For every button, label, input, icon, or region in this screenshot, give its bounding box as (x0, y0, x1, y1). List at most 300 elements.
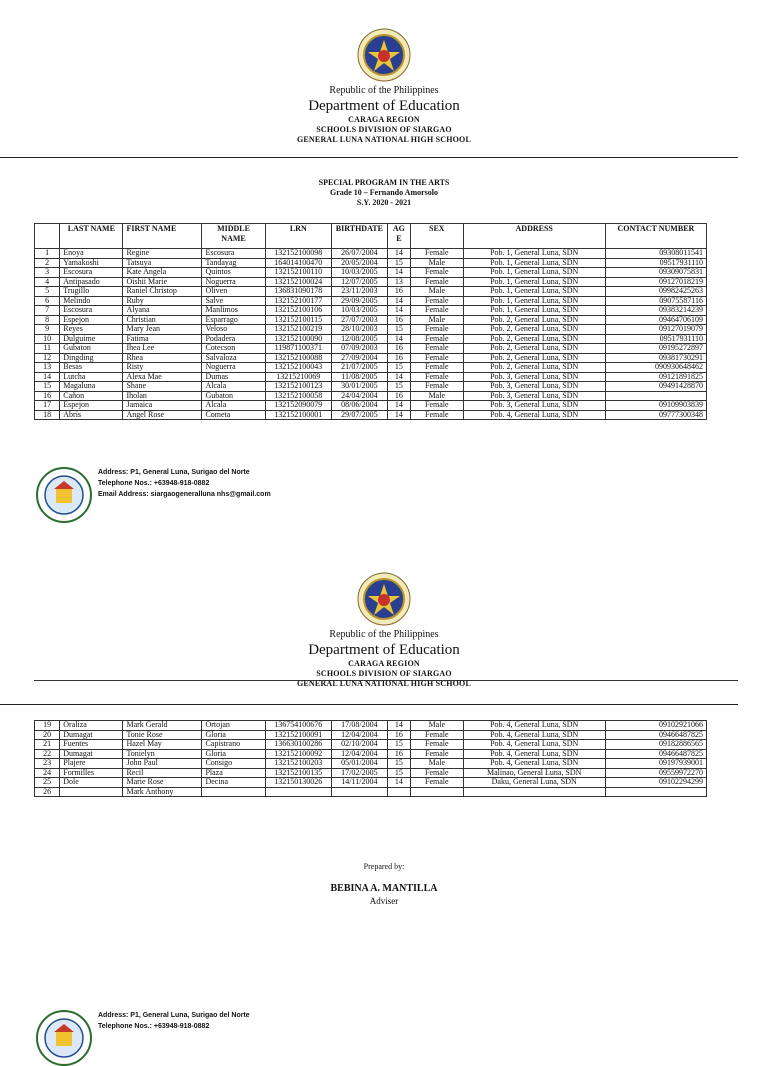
birthdate-cell: 27/07/2003 (331, 315, 387, 325)
contact-number-cell: 09182886565 (605, 740, 706, 750)
birthdate-cell: 14/11/2004 (331, 778, 387, 788)
first-name-cell: Tonie Rose (123, 730, 202, 740)
col-number (35, 224, 60, 249)
first-name-cell: John Paul (123, 759, 202, 769)
row-number-cell: 1 (35, 249, 60, 259)
address-cell: Pob. 1, General Luna, SDN (463, 306, 605, 316)
sex-cell: Female (410, 277, 463, 287)
deped-seal-icon (357, 28, 411, 82)
birthdate-cell: 17/08/2004 (331, 721, 387, 731)
birthdate-cell: 30/01/2005 (331, 382, 387, 392)
last-name-cell: Dole (60, 778, 123, 788)
col-address: ADDRESS (463, 224, 605, 249)
lrn-cell: 13215210069 (265, 372, 331, 382)
middle-name-cell: Plaza (202, 768, 265, 778)
school-logo-icon (36, 467, 92, 523)
table-row (35, 363, 707, 373)
contact-number-cell: 09517931110 (605, 258, 706, 268)
birthdate-cell: 12/04/2004 (331, 730, 387, 740)
last-name-cell: Fuentes (60, 740, 123, 750)
first-name-cell: Oishii Marie (123, 277, 202, 287)
address-cell: Pob. 3, General Luna, SDN (463, 372, 605, 382)
first-name-cell: Rhea (123, 353, 202, 363)
contact-number-cell: 09464706109 (605, 315, 706, 325)
table-row (35, 778, 707, 788)
contact-number-cell: 09197939001 (605, 759, 706, 769)
table-row (35, 372, 707, 382)
last-name-cell: Espejon (60, 401, 123, 411)
sex-cell: Female (410, 410, 463, 420)
sex-cell: Male (410, 287, 463, 297)
middle-name-cell: Veloso (202, 325, 265, 335)
first-name-cell: Fatima (123, 334, 202, 344)
middle-name-cell: Ortojan (202, 721, 265, 731)
address-cell: Pob. 3, General Luna, SDN (463, 391, 605, 401)
age-cell: 16 (387, 315, 410, 325)
contact-number-cell: 09309075831 (605, 268, 706, 278)
lrn-cell: 132152100088 (265, 353, 331, 363)
last-name-cell: Magaluna (60, 382, 123, 392)
first-name-cell: Christian (123, 315, 202, 325)
sex-cell: Female (410, 344, 463, 354)
age-cell: 16 (387, 749, 410, 759)
lrn-cell: 132152100123 (265, 382, 331, 392)
table-row (35, 391, 707, 401)
contact-number-cell: 09102294299 (605, 778, 706, 788)
address-cell: Pob. 4, General Luna, SDN (463, 721, 605, 731)
row-number-cell: 15 (35, 382, 60, 392)
lrn-cell: 119871100371 (265, 344, 331, 354)
table-row (35, 325, 707, 335)
contact-number-cell: 09982425263 (605, 287, 706, 297)
birthdate-cell: 12/08/2005 (331, 334, 387, 344)
col-first-name: FIRST NAME (123, 224, 202, 249)
contact-number-cell: 09127018219 (605, 277, 706, 287)
lrn-cell: 132152100043 (265, 363, 331, 373)
student-roster-table (34, 720, 707, 797)
age-cell: 16 (387, 353, 410, 363)
table-row (35, 287, 707, 297)
birthdate-cell: 20/05/2004 (331, 258, 387, 268)
first-name-cell: Risty (123, 363, 202, 373)
middle-name-cell: Salvaloza (202, 353, 265, 363)
last-name-cell: Yamakoshi (60, 258, 123, 268)
table-row (35, 249, 707, 259)
middle-name-cell: Oliven (202, 287, 265, 297)
contact-number-cell: 09102921066 (605, 721, 706, 731)
last-name-cell: Lutcha (60, 372, 123, 382)
contact-number-cell: 09383214239 (605, 306, 706, 316)
footer-address: Address: P1, General Luna, Surigao del Norte (98, 469, 250, 476)
table-header-row (35, 224, 707, 249)
first-name-cell: Alyana (123, 306, 202, 316)
first-name-cell: Regine (123, 249, 202, 259)
row-number-cell: 6 (35, 296, 60, 306)
birthdate-cell: 12/04/2004 (331, 749, 387, 759)
last-name-cell: Abris (60, 410, 123, 420)
address-cell: Pob. 2, General Luna, SDN (463, 363, 605, 373)
age-cell: 14 (387, 372, 410, 382)
address-cell: Pob. 4, General Luna, SDN (463, 410, 605, 420)
last-name-cell: Dumagat (60, 730, 123, 740)
row-number-cell: 17 (35, 401, 60, 411)
middle-name-cell: Cometa (202, 410, 265, 420)
age-cell: 14 (387, 306, 410, 316)
division-text: SCHOOLS DIVISION OF SIARGAO (316, 125, 452, 134)
address-cell: Pob. 3, General Luna, SDN (463, 401, 605, 411)
last-name-cell: Trugillo (60, 287, 123, 297)
table-row (35, 277, 707, 287)
middle-name-cell: Alcala (202, 401, 265, 411)
middle-name-cell: Decina (202, 778, 265, 788)
first-name-cell: Ihea Lee (123, 344, 202, 354)
address-cell: Pob. 2, General Luna, SDN (463, 353, 605, 363)
col-sex: SEX (410, 224, 463, 249)
col-birthdate: BIRTHDATE (331, 224, 387, 249)
table-row (35, 401, 707, 411)
birthdate-cell: 07/09/2003 (331, 344, 387, 354)
first-name-cell: Hazel May (123, 740, 202, 750)
age-cell: 14 (387, 296, 410, 306)
lrn-cell: 132152100090 (265, 334, 331, 344)
lrn-cell: 132150130026 (265, 778, 331, 788)
address-cell: Pob. 3, General Luna, SDN (463, 382, 605, 392)
middle-name-cell (202, 787, 265, 797)
age-cell: 15 (387, 258, 410, 268)
age-cell: 16 (387, 391, 410, 401)
footer-email: Email Address: siargaogeneralluna nhs@gmail.com (98, 491, 271, 498)
sex-cell: Male (410, 391, 463, 401)
first-name-cell: Marie Rose (123, 778, 202, 788)
lrn-cell: 132152100058 (265, 391, 331, 401)
table-row (35, 721, 707, 731)
middle-name-cell: Capistrano (202, 740, 265, 750)
school-text: GENERAL LUNA NATIONAL HIGH SCHOOL (296, 135, 472, 144)
address-cell: Daku, General Luna, SDN (463, 778, 605, 788)
age-cell: 14 (387, 268, 410, 278)
header-divider (0, 157, 738, 158)
table-row (35, 749, 707, 759)
col-age: AGE (387, 224, 410, 249)
middle-name-cell: Esparrago (202, 315, 265, 325)
age-cell: 16 (387, 730, 410, 740)
contact-number-cell: 09121891825 (605, 372, 706, 382)
middle-name-cell: Tandayag (202, 258, 265, 268)
row-number-cell: 8 (35, 315, 60, 325)
sex-cell: Male (410, 759, 463, 769)
age-cell: 14 (387, 410, 410, 420)
age-cell: 15 (387, 759, 410, 769)
footer-telephone: Telephone Nos.: +63948-918-0882 (98, 1023, 210, 1030)
address-cell: Pob. 1, General Luna, SDN (463, 268, 605, 278)
row-number-cell: 10 (35, 334, 60, 344)
row-number-cell: 21 (35, 740, 60, 750)
table-row (35, 382, 707, 392)
row-number-cell: 13 (35, 363, 60, 373)
last-name-cell: Dulguime (60, 334, 123, 344)
last-name-cell: Melindo (60, 296, 123, 306)
sex-cell: Female (410, 249, 463, 259)
contact-number-cell: 09127019079 (605, 325, 706, 335)
birthdate-cell: 05/01/2004 (331, 759, 387, 769)
birthdate-cell: 27/09/2004 (331, 353, 387, 363)
sex-cell: Female (410, 382, 463, 392)
school-logo-icon (36, 1010, 92, 1066)
row-number-cell: 14 (35, 372, 60, 382)
footer-contact-lines (98, 467, 271, 500)
lrn-cell: 132152090079 (265, 401, 331, 411)
age-cell (387, 787, 410, 797)
republic-text: Republic of the Philippines (329, 85, 439, 96)
sex-cell (410, 787, 463, 797)
age-cell: 15 (387, 768, 410, 778)
address-cell: Pob. 1, General Luna, SDN (463, 287, 605, 297)
last-name-cell: Dingding (60, 353, 123, 363)
last-name-cell: Formilles (60, 768, 123, 778)
contact-number-cell: 09075587116 (605, 296, 706, 306)
col-last-name: LAST NAME (60, 224, 123, 249)
last-name-cell: Escosura (60, 268, 123, 278)
age-cell: 16 (387, 287, 410, 297)
row-number-cell: 24 (35, 768, 60, 778)
middle-name-cell: Escosura (202, 249, 265, 259)
footer-telephone: Telephone Nos.: +63948-918-0882 (98, 480, 210, 487)
age-cell: 15 (387, 363, 410, 373)
school-text: GENERAL LUNA NATIONAL HIGH SCHOOL (296, 679, 472, 688)
contact-number-cell: 09109903839 (605, 401, 706, 411)
age-cell: 13 (387, 277, 410, 287)
age-cell: 15 (387, 325, 410, 335)
table-row (35, 353, 707, 363)
birthdate-cell: 12/07/2005 (331, 277, 387, 287)
row-number-cell: 12 (35, 353, 60, 363)
birthdate-cell: 17/02/2005 (331, 768, 387, 778)
lrn-cell: 136754100676 (265, 721, 331, 731)
sex-cell: Female (410, 749, 463, 759)
birthdate-cell: 29/07/2005 (331, 410, 387, 420)
table-row (35, 315, 707, 325)
sex-cell: Female (410, 740, 463, 750)
sex-cell: Female (410, 353, 463, 363)
last-name-cell: Oraliza (60, 721, 123, 731)
contact-number-cell (605, 391, 706, 401)
contact-number-cell: 09466487825 (605, 730, 706, 740)
row-number-cell: 11 (35, 344, 60, 354)
address-cell: Pob. 4, General Luna, SDN (463, 759, 605, 769)
contact-number-cell: 09466487825 (605, 749, 706, 759)
lrn-cell: 132152100092 (265, 749, 331, 759)
row-number-cell: 22 (35, 749, 60, 759)
row-number-cell: 2 (35, 258, 60, 268)
first-name-cell: Mary Jean (123, 325, 202, 335)
row-number-cell: 20 (35, 730, 60, 740)
col-lrn: LRN (265, 224, 331, 249)
student-roster-table (34, 223, 707, 420)
sex-cell: Female (410, 401, 463, 411)
lrn-cell: 132152100098 (265, 249, 331, 259)
first-name-cell: Alexa Mae (123, 372, 202, 382)
address-cell: Pob. 4, General Luna, SDN (463, 749, 605, 759)
sex-cell: Female (410, 363, 463, 373)
lrn-cell: 132152100177 (265, 296, 331, 306)
last-name-cell: Plajere (60, 759, 123, 769)
lrn-cell: 132152100219 (265, 325, 331, 335)
first-name-cell: Tonielyn (123, 749, 202, 759)
first-name-cell: Jamaica (123, 401, 202, 411)
middle-name-cell: Alcala (202, 382, 265, 392)
address-cell: Pob. 4, General Luna, SDN (463, 740, 605, 750)
adviser-name: BEBINA A. MANTILLA (330, 883, 438, 894)
lrn-cell: 132152100110 (265, 268, 331, 278)
address-cell: Pob. 2, General Luna, SDN (463, 325, 605, 335)
age-cell: 14 (387, 778, 410, 788)
lrn-cell: 136831090178 (265, 287, 331, 297)
division-text: SCHOOLS DIVISION OF SIARGAO (316, 669, 452, 678)
contact-number-cell: 09777300348 (605, 410, 706, 420)
middle-name-cell: Dumas (202, 372, 265, 382)
sex-cell: Female (410, 768, 463, 778)
first-name-cell: Shane (123, 382, 202, 392)
middle-name-cell: Podadera (202, 334, 265, 344)
lrn-cell: 164014100470 (265, 258, 331, 268)
lrn-cell (265, 787, 331, 797)
birthdate-cell: 10/03/2005 (331, 306, 387, 316)
contact-number-cell: 09517931110 (605, 334, 706, 344)
table-row (35, 410, 707, 420)
address-cell: Pob. 2, General Luna, SDN (463, 334, 605, 344)
last-name-cell: Espejon (60, 315, 123, 325)
table-row (35, 344, 707, 354)
address-cell (463, 787, 605, 797)
col-contact: CONTACT NUMBER (605, 224, 706, 249)
program-title: SPECIAL PROGRAM IN THE ARTS (318, 178, 450, 187)
row-number-cell: 19 (35, 721, 60, 731)
age-cell: 15 (387, 382, 410, 392)
region-text: CARAGA REGION (348, 115, 420, 124)
first-name-cell: Tatsuya (123, 258, 202, 268)
adviser-role: Adviser (369, 896, 399, 906)
sex-cell: Female (410, 334, 463, 344)
address-cell: Malinao, General Luna, SDN (463, 768, 605, 778)
first-name-cell: Raniel Christop (123, 287, 202, 297)
row-number-cell: 9 (35, 325, 60, 335)
header-divider (34, 680, 738, 681)
address-cell: Pob. 1, General Luna, SDN (463, 258, 605, 268)
last-name-cell: Escosura (60, 306, 123, 316)
program-grade: Grade 10 – Fernando Amorsolo (330, 188, 438, 197)
lrn-cell: 132152100115 (265, 315, 331, 325)
row-number-cell: 5 (35, 287, 60, 297)
lrn-cell: 132152100091 (265, 730, 331, 740)
address-cell: Pob. 2, General Luna, SDN (463, 315, 605, 325)
age-cell: 16 (387, 344, 410, 354)
contact-number-cell: 09195272897 (605, 344, 706, 354)
contact-number-cell: 090930648462 (605, 363, 706, 373)
address-cell: Pob. 1, General Luna, SDN (463, 296, 605, 306)
sex-cell: Male (410, 721, 463, 731)
contact-number-cell: 09381730291 (605, 353, 706, 363)
first-name-cell: Angel Rose (123, 410, 202, 420)
last-name-cell: Cañon (60, 391, 123, 401)
first-name-cell: Iholan (123, 391, 202, 401)
sex-cell: Female (410, 268, 463, 278)
lrn-cell: 136630100286 (265, 740, 331, 750)
row-number-cell: 23 (35, 759, 60, 769)
birthdate-cell (331, 787, 387, 797)
table-row (35, 759, 707, 769)
sex-cell: Female (410, 296, 463, 306)
letterhead (0, 85, 768, 145)
row-number-cell: 18 (35, 410, 60, 420)
address-cell: Pob. 2, General Luna, SDN (463, 344, 605, 354)
sex-cell: Female (410, 325, 463, 335)
first-name-cell: Ruby (123, 296, 202, 306)
middle-name-cell: Gloria (202, 749, 265, 759)
birthdate-cell: 21/07/2005 (331, 363, 387, 373)
middle-name-cell: Cotecson (202, 344, 265, 354)
table-row (35, 787, 707, 797)
table-row (35, 306, 707, 316)
last-name-cell: Besas (60, 363, 123, 373)
age-cell: 14 (387, 401, 410, 411)
address-cell: Pob. 1, General Luna, SDN (463, 277, 605, 287)
last-name-cell: Antipasado (60, 277, 123, 287)
last-name-cell: Reyes (60, 325, 123, 335)
department-text: Department of Education (308, 642, 460, 658)
birthdate-cell: 26/07/2004 (331, 249, 387, 259)
lrn-cell: 132152100001 (265, 410, 331, 420)
birthdate-cell: 02/10/2004 (331, 740, 387, 750)
sex-cell: Male (410, 315, 463, 325)
first-name-cell: Recil (123, 768, 202, 778)
last-name-cell: Gubaton (60, 344, 123, 354)
middle-name-cell: Salve (202, 296, 265, 306)
middle-name-cell: Manlimos (202, 306, 265, 316)
sex-cell: Male (410, 258, 463, 268)
region-text: CARAGA REGION (348, 659, 420, 668)
age-cell: 15 (387, 740, 410, 750)
birthdate-cell: 23/11/2003 (331, 287, 387, 297)
program-sy: S.Y. 2020 - 2021 (356, 198, 412, 207)
prepared-by-label: Prepared by: (363, 862, 405, 871)
middle-name-cell: Consigo (202, 759, 265, 769)
sex-cell: Female (410, 306, 463, 316)
table-row (35, 296, 707, 306)
footer-contact-lines (98, 1010, 250, 1032)
contact-number-cell (605, 787, 706, 797)
middle-name-cell: Noguerra (202, 277, 265, 287)
birthdate-cell: 10/03/2005 (331, 268, 387, 278)
lrn-cell: 132152100135 (265, 768, 331, 778)
row-number-cell: 3 (35, 268, 60, 278)
contact-number-cell: 09308011541 (605, 249, 706, 259)
lrn-cell: 132152100203 (265, 759, 331, 769)
table-row (35, 730, 707, 740)
row-number-cell: 7 (35, 306, 60, 316)
age-cell: 14 (387, 249, 410, 259)
row-number-cell: 25 (35, 778, 60, 788)
sex-cell: Female (410, 778, 463, 788)
contact-number-cell: 09491428870 (605, 382, 706, 392)
address-cell: Pob. 1, General Luna, SDN (463, 249, 605, 259)
first-name-cell: Mark Anthony (123, 787, 202, 797)
first-name-cell: Kate Angela (123, 268, 202, 278)
birthdate-cell: 29/09/2005 (331, 296, 387, 306)
last-name-cell: Enoya (60, 249, 123, 259)
middle-name-cell: Quintos (202, 268, 265, 278)
birthdate-cell: 24/04/2004 (331, 391, 387, 401)
header-divider (0, 704, 738, 705)
